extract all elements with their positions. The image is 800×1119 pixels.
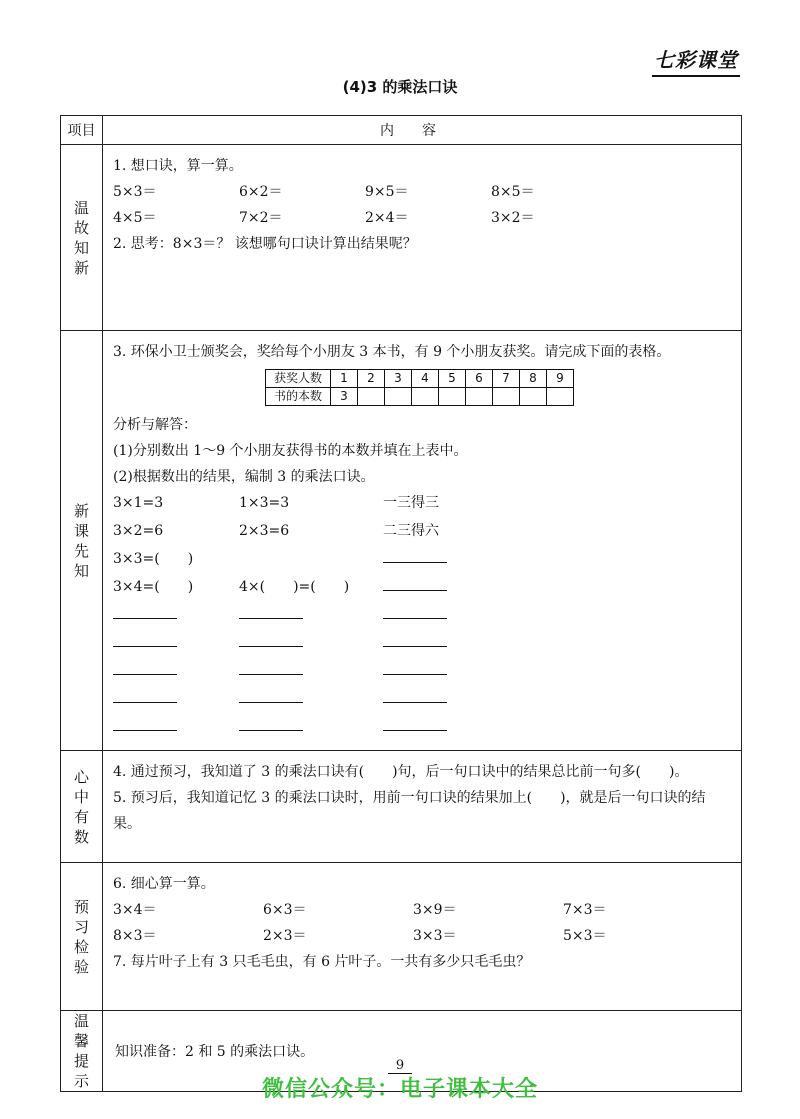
exercise: 8×3＝ [113,928,157,944]
award-cell-blank[interactable] [412,388,439,406]
worksheet-table [60,115,742,1092]
award-cell-blank[interactable] [358,388,385,406]
award-row-label: 获奖人数 [266,370,331,388]
exercise: 8×5＝ [491,184,535,200]
award-cell: 5 [439,370,466,388]
question-4: 4. 通过预习，我知道了 3 的乘法口诀有( )句，后一句口诀中的结果总比前一句多( )。 [113,764,689,780]
award-cell: 7 [493,370,520,388]
equation: 1×3=3 [239,495,290,511]
award-cell: 2 [358,370,385,388]
section-warm [61,145,742,331]
equation: 3×1=3 [113,495,164,511]
exercise-row [113,179,731,205]
award-cell-blank[interactable] [520,388,547,406]
exercise-row [113,897,731,923]
blank-row [113,658,731,686]
analysis-step-1: (1)分别数出 1～9 个小朋友获得书的本数并填在上表中。 [113,443,468,459]
footer-watermark: 微信公众号：电子课本大全 [261,1077,538,1102]
blank-row [113,602,731,630]
equation-row [113,490,731,518]
question-5: 5. 预习后，我知道记忆 3 的乘法口诀时，用前一句口诀的结果加上( )，就是后一句口诀的结果。 [113,790,706,832]
equation: 2×3=6 [239,523,290,539]
equation: 3×2=6 [113,523,164,539]
table-header-row [61,116,742,145]
exercise: 9×5＝ [365,184,409,200]
section-heart [61,751,742,863]
exercise-row [113,205,731,231]
award-cell: 3 [385,370,412,388]
answer-blank[interactable] [113,686,177,703]
award-row-people [266,370,574,388]
award-row-label: 书的本数 [266,388,331,406]
question-1: 1. 想口诀，算一算。 [113,158,243,174]
equation: 4×( )=( ) [239,579,350,595]
exercise: 2×3＝ [263,928,307,944]
blank-row [113,630,731,658]
section-check [61,863,742,1011]
answer-blank[interactable] [239,658,303,675]
question-7: 7. 每片叶子上有 3 只毛毛虫，有 6 片叶子。一共有多少只毛毛虫？ [113,954,531,970]
exercise: 3×2＝ [491,210,535,226]
answer-blank[interactable] [239,714,303,731]
answer-blank[interactable] [113,602,177,619]
answer-blank[interactable] [383,630,447,647]
section-label-check: 预习检验 [73,897,89,976]
section-label-tip: 温馨提示 [73,1012,89,1090]
answer-blank[interactable] [383,686,447,703]
question-2: 2. 思考：8×3＝？ 该想哪句口诀计算出结果呢？ [113,236,417,252]
section-label-new: 新课先知 [73,501,89,580]
award-cell: 6 [466,370,493,388]
award-cell-blank[interactable] [439,388,466,406]
exercise: 3×4＝ [113,902,157,918]
award-cell: 1 [331,370,358,388]
award-table [265,369,574,406]
answer-blank[interactable] [383,658,447,675]
award-cell: 4 [412,370,439,388]
answer-blank[interactable] [383,714,447,731]
award-cell: 9 [547,370,574,388]
equation: 3×4=( ) [113,579,194,595]
header-content: 内容 [103,116,742,145]
rhyme: 二三得六 [383,523,439,539]
brand-logo: 七彩课堂 [652,44,740,77]
exercise: 5×3＝ [113,184,157,200]
answer-blank[interactable] [113,658,177,675]
award-cell-blank[interactable] [466,388,493,406]
section-label-warm: 温故知新 [73,198,89,277]
answer-blank[interactable] [383,574,447,591]
award-cell-blank[interactable] [385,388,412,406]
exercise: 5×3＝ [563,928,607,944]
header-item: 项目 [61,116,103,145]
blank-row [113,714,731,742]
exercise: 4×5＝ [113,210,157,226]
answer-blank[interactable] [113,714,177,731]
section-new-lesson [61,331,742,751]
equation-row [113,574,731,602]
page-number: 9 [388,1058,412,1074]
page-title: (4)3 的乘法口诀 [342,78,458,96]
answer-blank[interactable] [239,602,303,619]
tip-text: 知识准备：2 和 5 的乘法口诀。 [103,1011,742,1092]
equation-row [113,518,731,546]
answer-blank[interactable] [239,686,303,703]
award-cell-blank[interactable] [493,388,520,406]
exercise: 2×4＝ [365,210,409,226]
exercise: 6×2＝ [239,184,283,200]
award-row-books [266,388,574,406]
equation-row [113,546,731,574]
answer-blank[interactable] [239,630,303,647]
question-6: 6. 细心算一算。 [113,876,215,892]
answer-blank[interactable] [383,602,447,619]
exercise-row [113,923,731,949]
answer-blank[interactable] [383,546,447,563]
award-cell: 8 [520,370,547,388]
rhyme: 一三得三 [383,495,439,511]
analysis-step-2: (2)根据数出的结果，编制 3 的乘法口诀。 [113,469,375,485]
exercise: 7×3＝ [563,902,607,918]
answer-blank[interactable] [113,630,177,647]
analysis-heading: 分析与解答： [113,417,197,433]
question-3: 3. 环保小卫士颁奖会，奖给每个小朋友 3 本书，有 9 个小朋友获奖。请完成下面的表格。 [113,344,671,360]
award-cell: 3 [331,388,358,406]
exercise: 3×9＝ [413,902,457,918]
exercise: 7×2＝ [239,210,283,226]
award-cell-blank[interactable] [547,388,574,406]
blank-row [113,686,731,714]
equation: 3×3=( ) [113,551,194,567]
section-label-heart: 心中有数 [73,767,89,846]
exercise: 6×3＝ [263,902,307,918]
exercise: 3×3＝ [413,928,457,944]
